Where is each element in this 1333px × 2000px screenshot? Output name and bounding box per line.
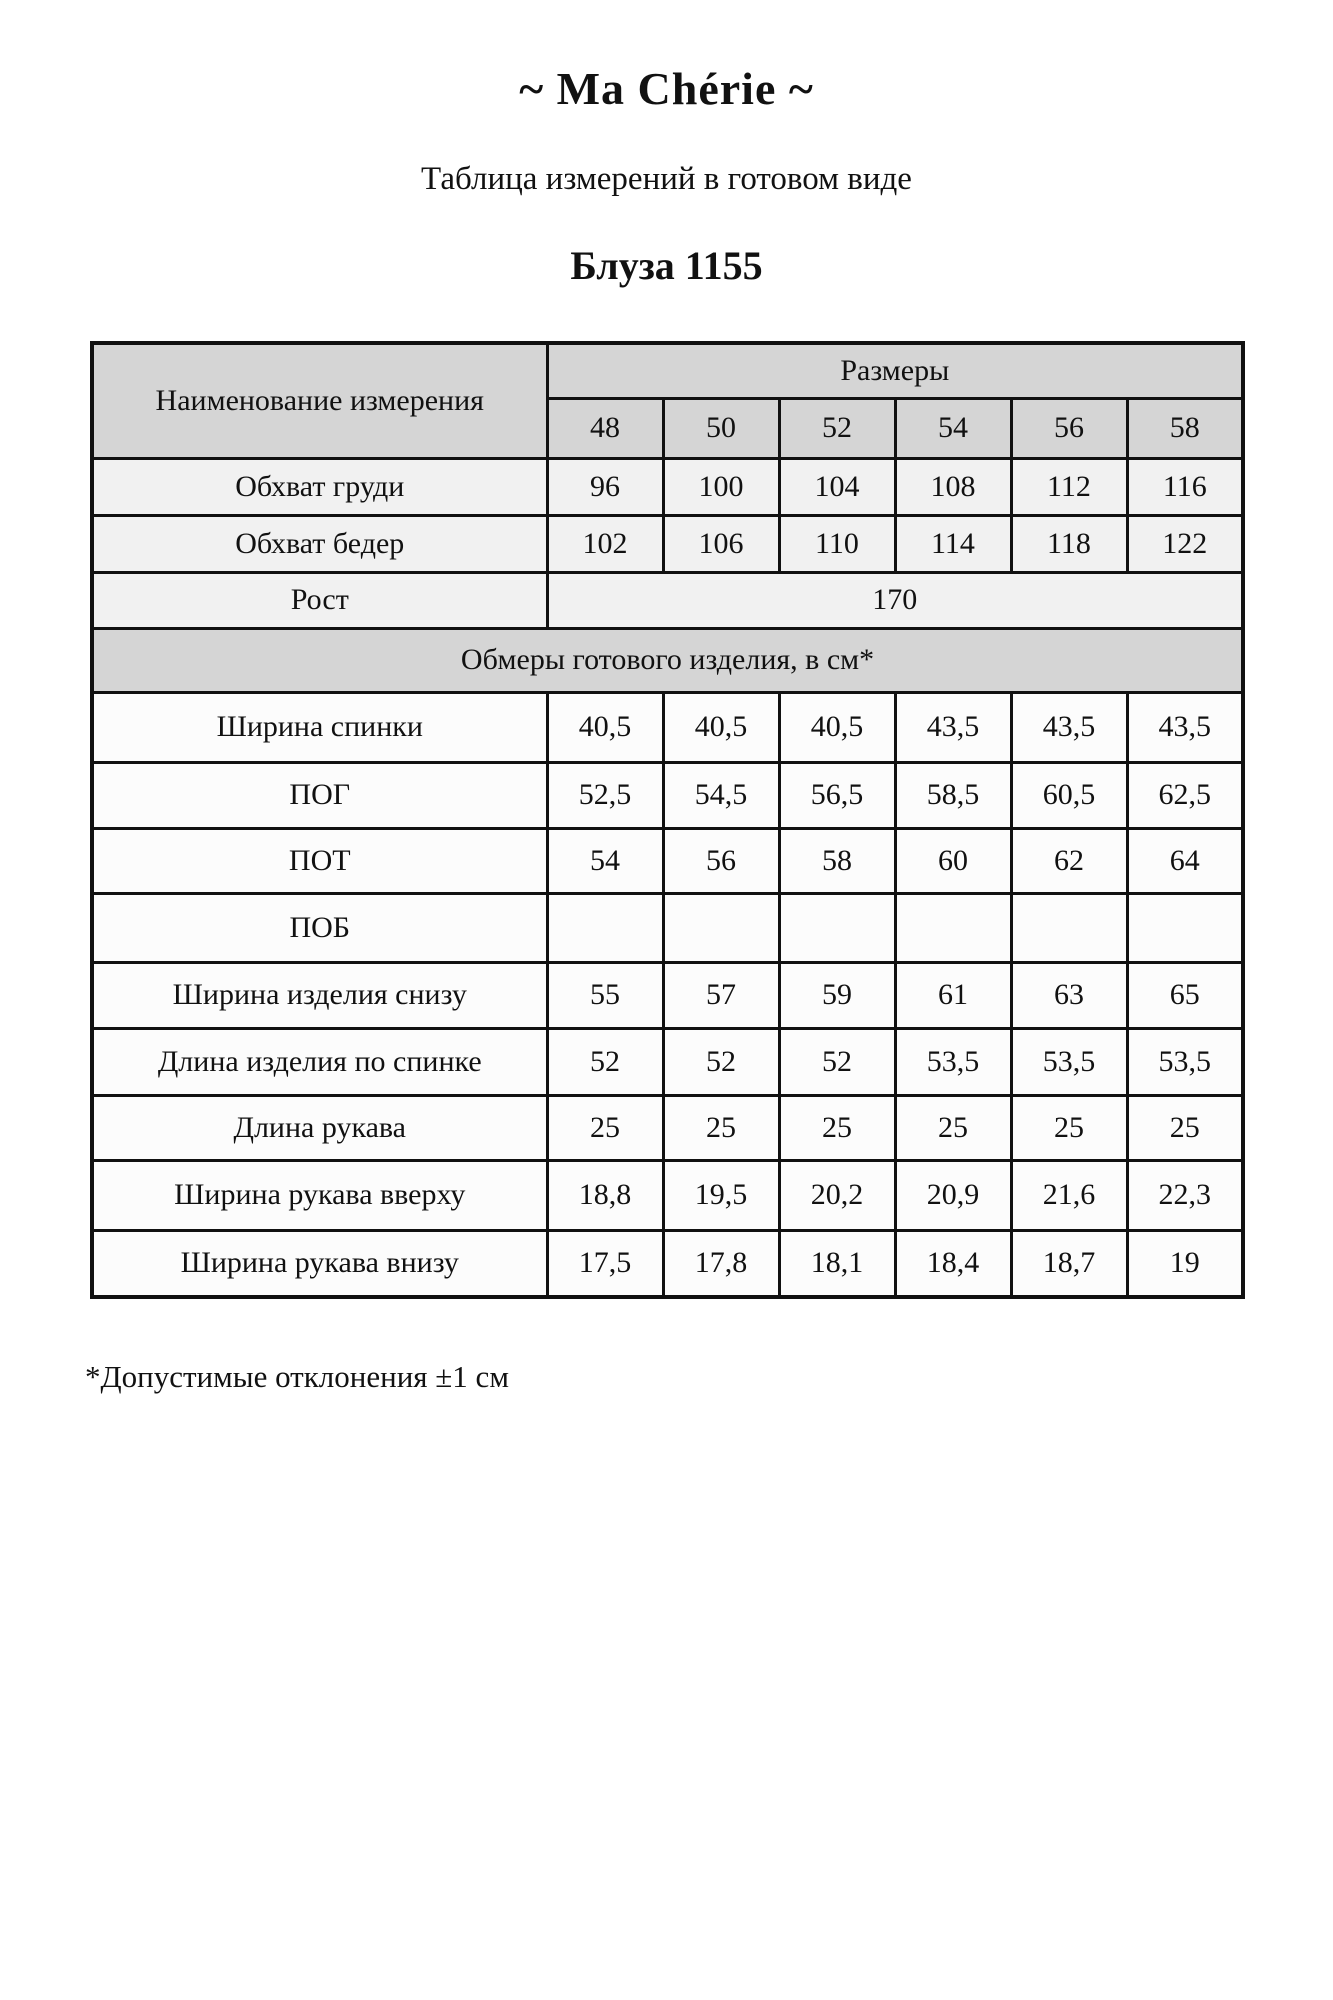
value-cell: 19 [1127, 1230, 1243, 1297]
row-label-cell: Обхват бедер [92, 515, 547, 572]
table-row [92, 893, 1243, 962]
value-cell [1127, 893, 1243, 962]
value-cell: 25 [663, 1095, 779, 1160]
row-label-cell: ПОБ [92, 893, 547, 962]
row-label-cell: Длина рукава [92, 1095, 547, 1160]
value-cell: 21,6 [1011, 1160, 1127, 1230]
value-cell: 65 [1127, 962, 1243, 1028]
value-cell: 122 [1127, 515, 1243, 572]
value-cell: 64 [1127, 828, 1243, 893]
table-row [92, 1230, 1243, 1297]
value-cell: 61 [895, 962, 1011, 1028]
value-cell: 43,5 [1011, 692, 1127, 762]
merged-value-cell: 170 [547, 572, 1243, 628]
product-title: Блуза 1155 [570, 243, 763, 288]
value-cell: 58 [779, 828, 895, 893]
table-header-row [92, 343, 1243, 398]
value-cell: 25 [547, 1095, 663, 1160]
value-cell: 25 [1127, 1095, 1243, 1160]
row-label-cell: ПОГ [92, 762, 547, 828]
value-cell: 43,5 [895, 692, 1011, 762]
section-header-row [92, 628, 1243, 692]
measurement-name-header: Наименование измерения [92, 343, 547, 458]
row-label-cell: ПОТ [92, 828, 547, 893]
value-cell: 20,2 [779, 1160, 895, 1230]
brand-title: ~ Ma Chérie ~ [519, 63, 814, 114]
value-cell: 60 [895, 828, 1011, 893]
table-row [92, 572, 1243, 628]
table-row [92, 458, 1243, 515]
value-cell: 54 [547, 828, 663, 893]
size-col-58: 58 [1127, 398, 1243, 458]
table-row [92, 692, 1243, 762]
value-cell: 52,5 [547, 762, 663, 828]
value-cell: 58,5 [895, 762, 1011, 828]
value-cell: 110 [779, 515, 895, 572]
size-col-54: 54 [895, 398, 1011, 458]
value-cell [895, 893, 1011, 962]
value-cell: 104 [779, 458, 895, 515]
value-cell: 25 [1011, 1095, 1127, 1160]
value-cell [663, 893, 779, 962]
row-label-cell: Длина изделия по спинке [92, 1028, 547, 1095]
size-col-48: 48 [547, 398, 663, 458]
size-col-52: 52 [779, 398, 895, 458]
value-cell: 60,5 [1011, 762, 1127, 828]
row-label-cell: Ширина рукава внизу [92, 1230, 547, 1297]
value-cell: 25 [895, 1095, 1011, 1160]
value-cell: 118 [1011, 515, 1127, 572]
size-col-50: 50 [663, 398, 779, 458]
value-cell: 54,5 [663, 762, 779, 828]
section-title-cell: Обмеры готового изделия, в см* [92, 628, 1243, 692]
table-row [92, 515, 1243, 572]
sizes-header: Размеры [547, 343, 1243, 398]
row-label-cell: Ширина спинки [92, 692, 547, 762]
value-cell: 112 [1011, 458, 1127, 515]
table-row [92, 962, 1243, 1028]
table-row [92, 1028, 1243, 1095]
value-cell: 62 [1011, 828, 1127, 893]
value-cell: 56,5 [779, 762, 895, 828]
value-cell: 18,1 [779, 1230, 895, 1297]
value-cell: 52 [547, 1028, 663, 1095]
value-cell: 114 [895, 515, 1011, 572]
value-cell: 53,5 [1011, 1028, 1127, 1095]
size-col-56: 56 [1011, 398, 1127, 458]
value-cell: 106 [663, 515, 779, 572]
value-cell: 40,5 [547, 692, 663, 762]
table-row [92, 762, 1243, 828]
value-cell: 22,3 [1127, 1160, 1243, 1230]
row-label-cell: Ширина изделия снизу [92, 962, 547, 1028]
value-cell: 17,8 [663, 1230, 779, 1297]
value-cell: 25 [779, 1095, 895, 1160]
value-cell: 63 [1011, 962, 1127, 1028]
value-cell: 96 [547, 458, 663, 515]
value-cell: 53,5 [1127, 1028, 1243, 1095]
value-cell: 52 [779, 1028, 895, 1095]
value-cell: 108 [895, 458, 1011, 515]
value-cell: 52 [663, 1028, 779, 1095]
value-cell: 55 [547, 962, 663, 1028]
value-cell [1011, 893, 1127, 962]
value-cell: 18,4 [895, 1230, 1011, 1297]
value-cell: 18,8 [547, 1160, 663, 1230]
value-cell: 20,9 [895, 1160, 1011, 1230]
value-cell: 53,5 [895, 1028, 1011, 1095]
page-subtitle: Таблица измерений в готовом виде [421, 161, 912, 197]
table-row [92, 1160, 1243, 1230]
row-label-cell: Обхват груди [92, 458, 547, 515]
value-cell: 102 [547, 515, 663, 572]
value-cell: 40,5 [663, 692, 779, 762]
table-row [92, 828, 1243, 893]
value-cell: 18,7 [1011, 1230, 1127, 1297]
table-row [92, 1095, 1243, 1160]
value-cell [779, 893, 895, 962]
value-cell: 57 [663, 962, 779, 1028]
value-cell [547, 893, 663, 962]
value-cell: 56 [663, 828, 779, 893]
value-cell: 116 [1127, 458, 1243, 515]
value-cell: 40,5 [779, 692, 895, 762]
tolerance-footnote: *Допустимые отклонения ±1 см [85, 1359, 509, 1394]
size-measurement-table [90, 341, 1245, 1299]
value-cell: 59 [779, 962, 895, 1028]
row-label-cell: Рост [92, 572, 547, 628]
row-label-cell: Ширина рукава вверху [92, 1160, 547, 1230]
value-cell: 100 [663, 458, 779, 515]
value-cell: 62,5 [1127, 762, 1243, 828]
value-cell: 19,5 [663, 1160, 779, 1230]
value-cell: 43,5 [1127, 692, 1243, 762]
value-cell: 17,5 [547, 1230, 663, 1297]
